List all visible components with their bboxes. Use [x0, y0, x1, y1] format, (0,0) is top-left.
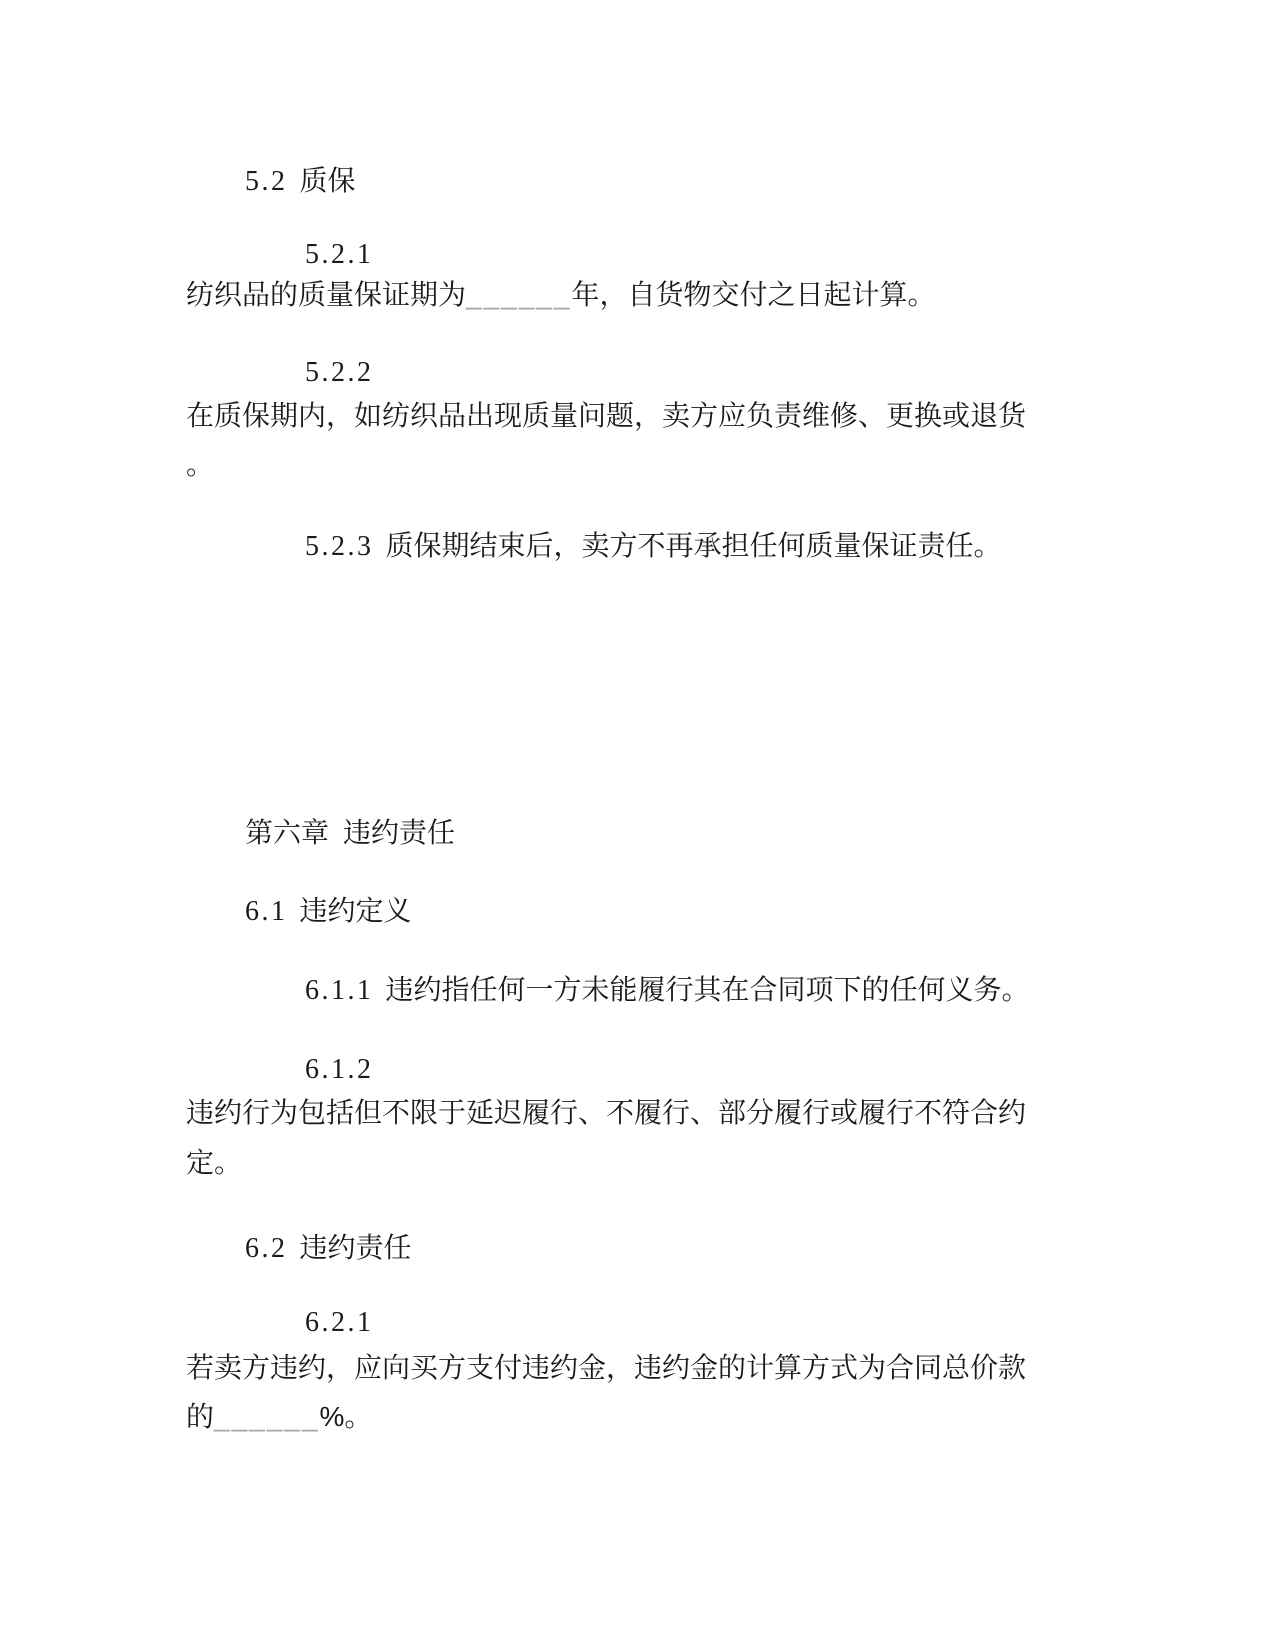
chapter-6-title: 违约责任	[343, 817, 456, 848]
clause-5-2-1-text-before-blank: 纺织品的质量保证期为	[186, 279, 467, 310]
clause-6-2-1-text-after-blank: %。	[319, 1401, 373, 1432]
clause-6-1-2-number: 6.1.2	[305, 1054, 374, 1085]
clause-5-2-3	[305, 532, 1002, 561]
clause-6-1-2-text-line-1: 违约行为包括但不限于延迟履行、不履行、部分履行或履行不符合约	[186, 1097, 1027, 1128]
clause-6-1-2-number-line	[305, 1055, 374, 1084]
clause-6-2-1-number-line	[305, 1308, 374, 1337]
chapter-6-heading	[245, 819, 455, 847]
section-6-1-number: 6.1	[245, 896, 288, 927]
clause-5-2-2-number: 5.2.2	[305, 357, 374, 388]
section-6-1-title: 违约定义	[299, 895, 412, 926]
clause-6-2-1-text-line-1: 若卖方违约，应向买方支付违约金，违约金的计算方式为合同总价款	[186, 1352, 1027, 1383]
clause-5-2-3-text: 质保期结束后，卖方不再承担任何质量保证责任。	[385, 530, 1002, 561]
clause-5-2-2-text-line-1: 在质保期内，如纺织品出现质量问题，卖方应负责维修、更换或退货	[186, 400, 1027, 431]
clause-6-2-1-text-before-blank: 的	[186, 1401, 215, 1432]
clause-5-2-1-text-after-blank: 年，自货物交付之日起计算。	[571, 279, 936, 310]
section-6-2-heading	[245, 1234, 412, 1263]
section-5-2-title: 质保	[299, 165, 356, 196]
clause-5-2-2-text-line-2: 。	[186, 449, 215, 480]
clause-5-2-1-text	[186, 281, 935, 309]
clause-6-1-2-text-line-2: 定。	[186, 1147, 243, 1178]
section-6-1-heading	[245, 897, 412, 926]
clause-6-2-1-text-line-2	[186, 1403, 372, 1431]
clause-6-1-1-number: 6.1.1	[305, 975, 374, 1006]
clause-5-2-3-number: 5.2.3	[305, 531, 374, 562]
clause-5-2-2-number-line	[305, 358, 374, 387]
section-6-2-title: 违约责任	[299, 1232, 412, 1263]
section-5-2-number: 5.2	[245, 166, 288, 197]
chapter-6-number: 第六章	[245, 817, 330, 848]
section-5-2-heading	[245, 167, 356, 196]
clause-6-2-1-number: 6.2.1	[305, 1307, 374, 1338]
penalty-percentage-blank-field: ______	[214, 1401, 320, 1432]
clause-6-1-1-text: 违约指任何一方未能履行其在合同项下的任何义务。	[385, 974, 1030, 1005]
section-6-2-number: 6.2	[245, 1233, 288, 1264]
warranty-years-blank-field: ______	[466, 279, 572, 310]
clause-5-2-1-number-line	[305, 240, 374, 269]
clause-6-1-1	[305, 976, 1030, 1005]
clause-5-2-1-number: 5.2.1	[305, 239, 374, 270]
